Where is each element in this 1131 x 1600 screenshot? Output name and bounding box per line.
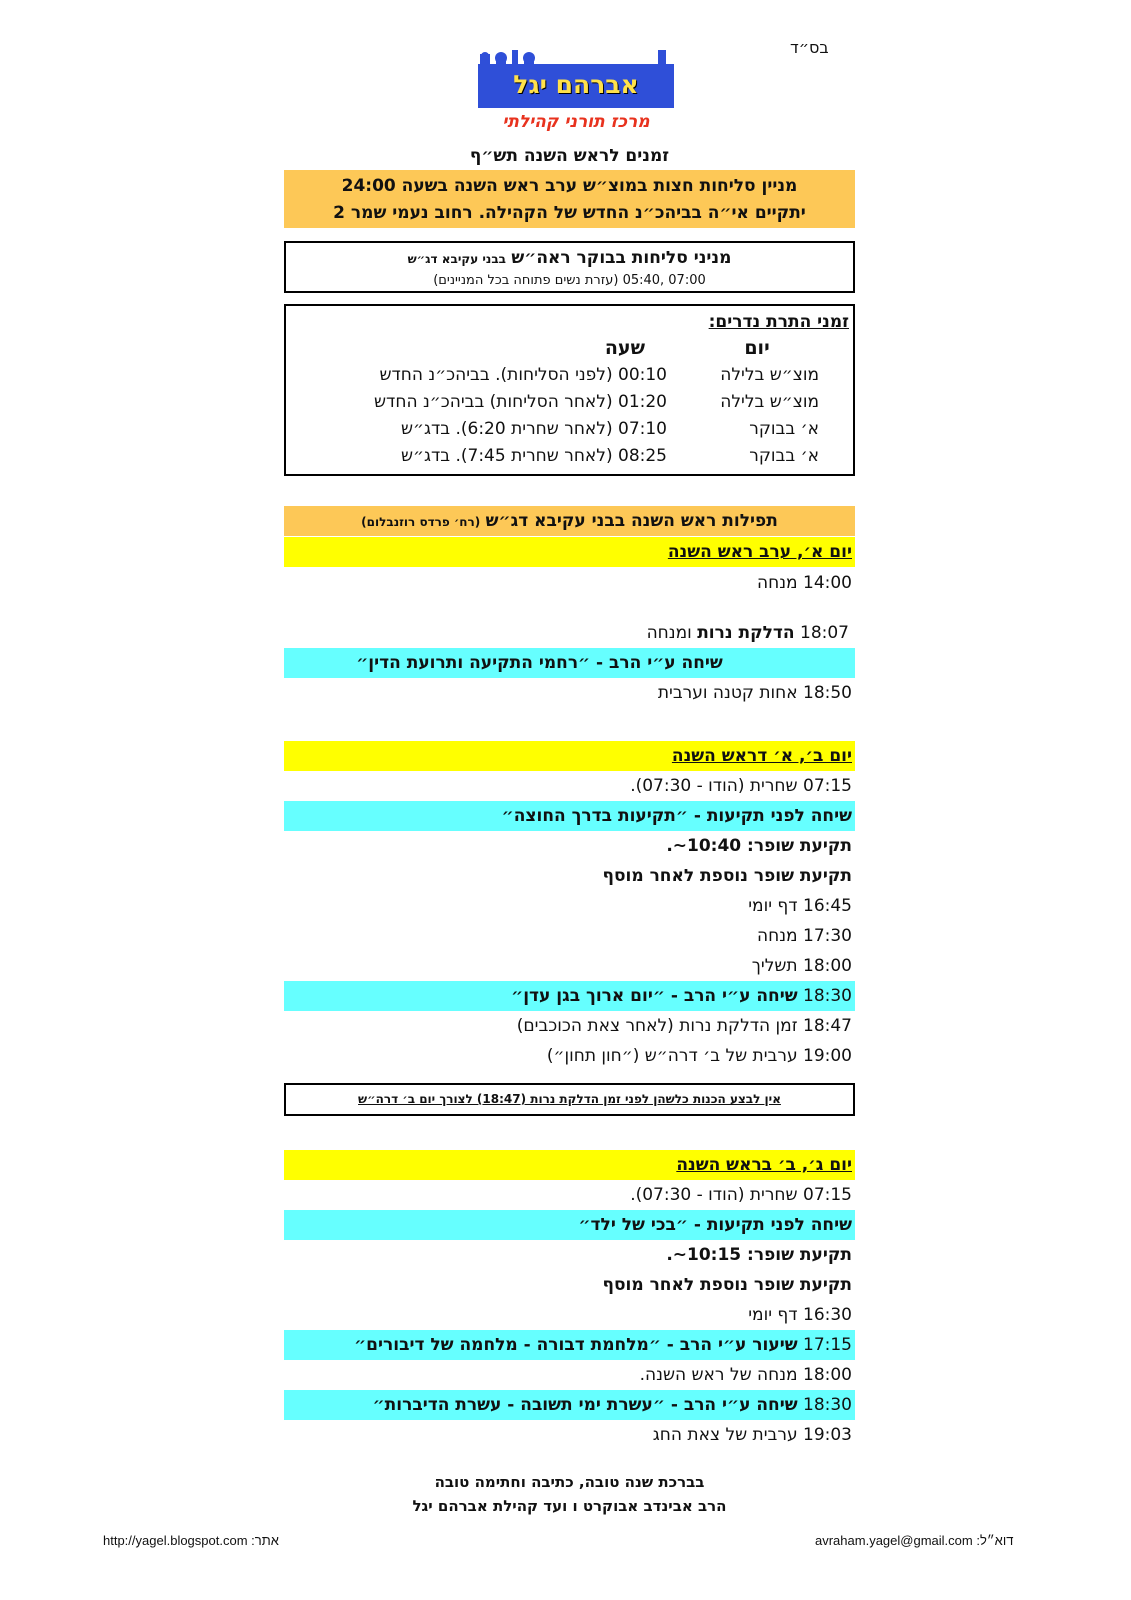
logo	[478, 50, 674, 134]
footer-email	[815, 1533, 1013, 1548]
day3-talk: שיחה לפני תקיעות - ״בכי של ילד״	[284, 1210, 855, 1240]
bsd-header: בס״ד	[790, 38, 829, 57]
nedarim-col-day: יום	[744, 336, 770, 359]
footer-email-label: דוא״ל:	[976, 1533, 1014, 1548]
day3-talk2	[284, 1390, 855, 1420]
day2-shofar-extra: תקיעת שופר נוספת לאחר מוסף	[602, 866, 852, 886]
morning-selichot-location: בבני עקיבא דג״ש	[407, 252, 506, 266]
day3-talk2-text: שיחה ע״י הרב - ״עשרת ימי תשובה - עשרת הדיברות״	[372, 1395, 798, 1415]
logo-subtitle: מרכז תורני קהילתי	[502, 112, 650, 132]
day3-shofar: תקיעת שופר: 10:15~.	[666, 1245, 852, 1265]
day2-candles: 18:47 זמן הדלקת נרות (לאחר צאת הכוכבים)	[516, 1016, 852, 1036]
day3-mincha: 18:00 מנחה של ראש השנה.	[639, 1365, 852, 1385]
footer-site-label: אתר:	[251, 1533, 279, 1548]
day3-shofar-extra: תקיעת שופר נוספת לאחר מוסף	[602, 1275, 852, 1295]
day2-talk2-time: 18:30	[803, 986, 852, 1006]
nedarim-time: 01:20 (לאחר הסליחות) בביהכ״נ החדש	[374, 391, 667, 412]
nedarim-row	[374, 415, 847, 442]
footer-email-address[interactable]: avraham.yagel@gmail.com	[815, 1533, 973, 1548]
nedarim-day: מוצ״ש בלילה	[720, 391, 819, 412]
midnight-selichot-line1: מניין סליחות חצות במוצ״ש ערב ראש השנה בשעה 24:00	[341, 176, 798, 196]
footer-site	[103, 1533, 279, 1548]
day2-daf-yomi: 16:45 דף יומי	[748, 896, 852, 916]
day3-lesson	[284, 1330, 855, 1360]
blessing	[284, 1470, 855, 1518]
nedarim-row	[374, 388, 847, 415]
blessing-line2: הרב אבינדב אבוקרט ו ועד קהילת אברהם יגל	[412, 1497, 727, 1515]
day1-candles-time: 18:07	[800, 623, 849, 643]
day2-tashlich: 18:00 תשליך	[751, 956, 852, 976]
logo-name: אברהם יגל	[513, 69, 639, 99]
nedarim-table	[374, 334, 847, 469]
day1-mincha: 14:00 מנחה	[757, 573, 852, 593]
day1-candles-label: הדלקת נרות	[697, 623, 795, 643]
nedarim-box	[284, 304, 855, 476]
prayers-header-main: תפילות ראש השנה בבני עקיבא דג״ש	[485, 511, 778, 531]
midnight-selichot-line2: יתקיים אי״ה בביהכ״נ החדש של הקהילה. רחוב נעמי שמר 2	[333, 203, 806, 223]
day3-title: יום ג׳, ב׳ בראש השנה	[284, 1150, 855, 1180]
day2-talk2-text: שיחה ע״י הרב - ״יום ארוך בגן עדן״	[511, 986, 798, 1006]
morning-selichot-note: (עזרת נשים פתוחה בכל המניינים)	[433, 273, 619, 288]
footer-site-url[interactable]: http://yagel.blogspot.com	[103, 1533, 248, 1548]
day2-mincha: 17:30 מנחה	[757, 926, 852, 946]
nedarim-time: 00:10 (לפני הסליחות). בביהכ״נ החדש	[379, 364, 667, 385]
nedarim-day: מוצ״ש בלילה	[720, 364, 819, 385]
day1-candles	[284, 618, 855, 648]
day2-talk2	[284, 981, 855, 1011]
day1-title: יום א׳, ערב ראש השנה	[284, 537, 855, 567]
day3-talk2-time: 18:30	[803, 1395, 852, 1415]
day3-lesson-text: שיעור ע״י הרב - ״מלחמת דבורה - מלחמה של דיבורים״	[354, 1335, 798, 1355]
day1-talk: שיחה ע״י הרב - ״רחמי התקיעה ותרועת הדין״	[284, 648, 855, 678]
day2-shacharit: 07:15 שחרית (הודו - 07:30).	[630, 776, 852, 796]
midnight-selichot-banner	[284, 170, 855, 228]
day2-arvit: 19:00 ערבית של ב׳ דרה״ש (״חון תחון״)	[546, 1046, 852, 1066]
nedarim-title: זמני התרת נדרים:	[708, 312, 849, 332]
prayers-header	[284, 506, 855, 536]
nedarim-row	[374, 361, 847, 388]
day3-daf-yomi: 16:30 דף יומי	[748, 1305, 852, 1325]
day2-title: יום ב׳, א׳ דראש השנה	[284, 741, 855, 771]
day2-talk: שיחה לפני תקיעות - ״תקיעות בדרך החוצה״	[284, 801, 855, 831]
nedarim-header-row	[374, 334, 847, 361]
nedarim-col-time: שעה	[604, 336, 645, 359]
page-title: זמנים לראש השנה תש״ף	[469, 146, 670, 166]
morning-selichot-box	[284, 241, 855, 293]
morning-selichot-title: מניני סליחות בבוקר ראה״ש	[511, 248, 732, 268]
nedarim-day: א׳ בבוקר	[749, 418, 819, 439]
day3-shacharit: 07:15 שחרית (הודו - 07:30).	[630, 1185, 852, 1205]
nedarim-day: א׳ בבוקר	[749, 445, 819, 466]
day3-arvit: 19:03 ערבית של צאת החג	[652, 1425, 852, 1445]
prayers-header-note: (רח׳ פרדס רוזנבלום)	[361, 515, 481, 529]
day1-arvit: 18:50 אחות קטנה וערבית	[657, 683, 852, 703]
day2-shofar: תקיעת שופר: 10:40~.	[666, 836, 852, 856]
blessing-line1: בברכת שנה טובה, כתיבה וחתימה טובה	[434, 1473, 705, 1491]
day3-lesson-time: 17:15	[803, 1335, 852, 1355]
day1-candles-rest: ומנחה	[646, 623, 692, 643]
notice-box: אין לבצע הכנות כלשהן לפני זמן הדלקת נרות (18:47) לצורך יום ב׳ דרה״ש	[284, 1083, 855, 1116]
nedarim-row	[374, 442, 847, 469]
nedarim-time: 07:10 (לאחר שחרית 6:20). בדג״ש	[400, 418, 667, 439]
nedarim-time: 08:25 (לאחר שחרית 7:45). בדג״ש	[400, 445, 667, 466]
morning-selichot-times: 05:40, 07:00	[622, 273, 706, 288]
